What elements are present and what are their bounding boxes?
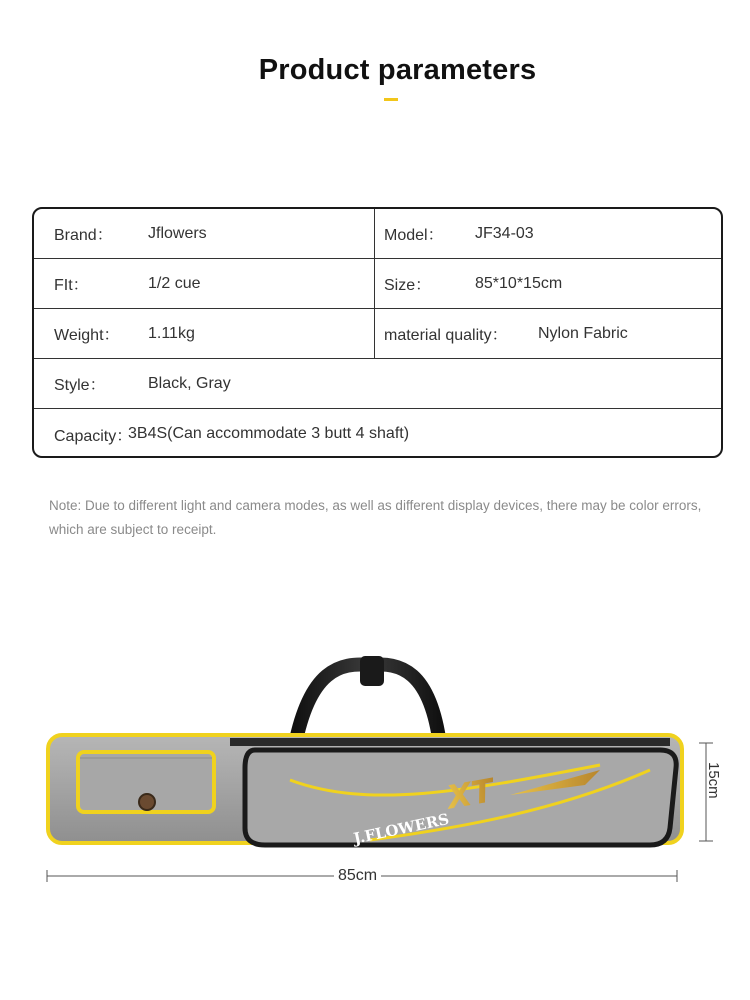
brand-print: J.FLOWERS xyxy=(352,809,451,848)
spec-value: 1.11kg xyxy=(148,324,195,342)
title-accent-bar xyxy=(384,98,398,101)
side-pocket xyxy=(78,752,214,812)
spec-value: JF34-03 xyxy=(475,224,534,242)
cell-divider xyxy=(374,259,375,308)
spec-label: material quality： xyxy=(384,327,508,344)
spec-label: Brand： xyxy=(54,227,113,244)
series-print: XT xyxy=(443,771,497,817)
spec-value: Nylon Fabric xyxy=(538,324,628,342)
spec-label: Model： xyxy=(384,227,444,244)
spec-label: Weight： xyxy=(54,327,120,344)
spec-label: Capacity： xyxy=(54,427,133,445)
spec-row-style xyxy=(34,359,721,409)
cue-case-image xyxy=(40,650,690,855)
spec-row-brand xyxy=(34,209,721,259)
carry-handle xyxy=(295,656,440,745)
spec-row-fit xyxy=(34,259,721,309)
color-disclaimer-note: Note: Due to different light and camera modes, as well as different display devices, there may be color errors, which are subject to receipt. xyxy=(49,498,702,537)
page-title: Product parameters xyxy=(258,54,537,86)
cell-divider xyxy=(374,309,375,358)
spec-value: 1/2 cue xyxy=(148,274,201,292)
spec-label: FIt： xyxy=(54,277,89,294)
spec-value: 85*10*15cm xyxy=(475,274,563,292)
spec-value: Jflowers xyxy=(148,224,207,242)
cell-divider xyxy=(374,209,375,258)
spec-row-weight xyxy=(34,309,721,359)
spec-row-capacity xyxy=(34,409,721,458)
height-dimension-label: 15cm xyxy=(705,762,722,799)
length-dimension-label: 85cm xyxy=(334,867,381,885)
spec-value: Black, Gray xyxy=(148,374,231,392)
spec-value: 3B4S(Can accommodate 3 butt 4 shaft) xyxy=(128,425,410,442)
spec-table xyxy=(32,207,723,458)
spec-label: Style： xyxy=(54,377,106,394)
spec-label: Size： xyxy=(384,277,432,294)
